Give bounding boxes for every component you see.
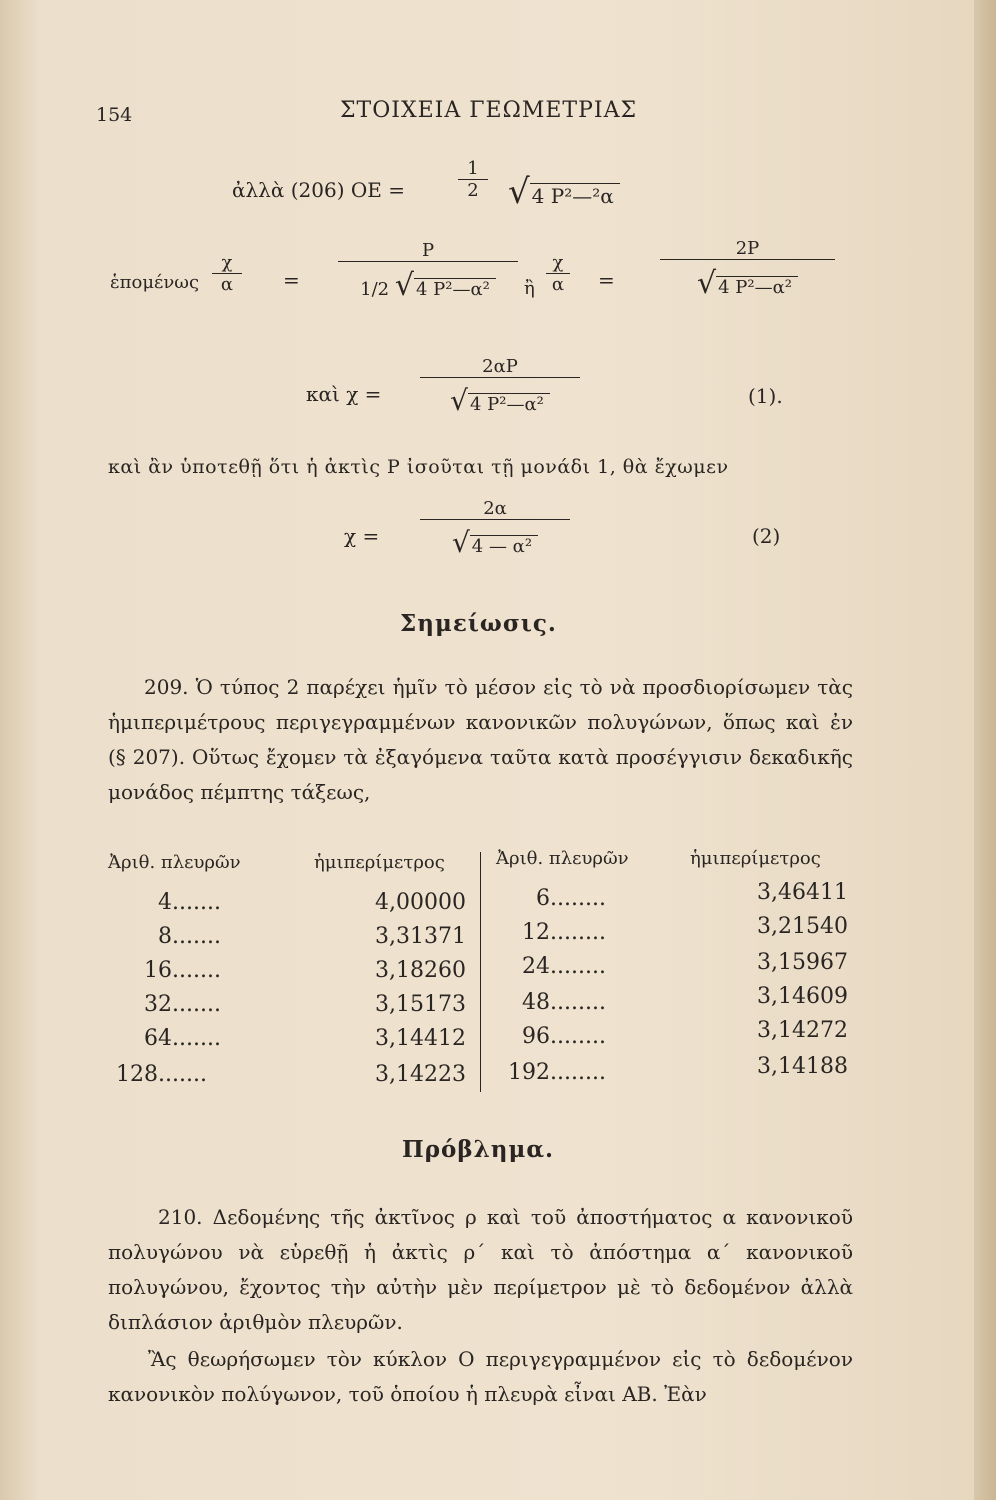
radical-sign: √ bbox=[451, 526, 470, 559]
right-value-cell: 3,14609 bbox=[757, 984, 848, 1009]
table-divider bbox=[480, 852, 481, 1092]
eq4-radicand: 4 — α² bbox=[470, 535, 538, 557]
right-value-cell: 3,46411 bbox=[757, 880, 848, 905]
eq4-label: (2) bbox=[752, 524, 781, 548]
eq3-radicand: 4 Ρ²—α² bbox=[468, 393, 550, 415]
paragraph-continue: Ἂς θεωρήσωμεν τὸν κύκλον Ο περιγεγραμμένον εἰς τὸ δεδομένον κανονικὸν πολύγωνον, τοῦ ὁποίου ἡ πλευρὰ εἶναι ΑΒ. Ἐὰν bbox=[108, 1347, 853, 1406]
right-sides-cell: 24........ bbox=[522, 954, 606, 979]
eq2-mid-frac: 1/2 bbox=[360, 279, 390, 300]
eq4-num: 2α bbox=[483, 498, 507, 519]
right-sides-cell: 6........ bbox=[536, 886, 606, 911]
eq3-num: 2αΡ bbox=[482, 356, 518, 377]
page-edge bbox=[974, 0, 996, 1500]
eq2-lead: ἑπομένως bbox=[110, 272, 200, 293]
right-sides-cell: 96........ bbox=[522, 1024, 606, 1049]
eq2-rhs-num: 2Ρ bbox=[735, 238, 760, 259]
eq2-mid-radicand: 4 Ρ²—α² bbox=[414, 278, 496, 300]
right-value-cell: 3,21540 bbox=[757, 914, 848, 939]
right-sides-cell: 48........ bbox=[522, 990, 606, 1015]
eq3-label: (1). bbox=[748, 384, 783, 408]
th-left-perimeter: ἡμιπερίμετρος bbox=[314, 852, 445, 873]
right-value-cell: 3,14188 bbox=[757, 1054, 848, 1079]
paragraph-210: 210. Δεδομένης τῆς ἀκτῖνος ρ καὶ τοῦ ἀποστήματος α κανονικοῦ πολυγώνου νὰ εὑρεθῇ ἡ ἀκτὶς ρ΄ καὶ τὸ ἀπόστημα α΄ κανονικοῦ πολυγώνου, ἔχοντος τὴν αὐτὴν μὲν περίμετρον μὲ τὸ δεδομένον ἀλλὰ διπλάσιον ἀριθμὸν πλευρῶν. bbox=[108, 1205, 853, 1334]
left-value-cell: 4,00000 bbox=[375, 890, 466, 915]
radical-sign: √ bbox=[508, 172, 530, 212]
eq1-lead: ἀλλὰ (206) ΟΕ = bbox=[232, 178, 405, 202]
eq1-denominator: 2 bbox=[458, 179, 488, 201]
eq1-radicand: 4 Ρ²—²α bbox=[530, 183, 620, 208]
eq1-numerator: 1 bbox=[467, 158, 479, 179]
paragraph-209: 209. Ὁ τύπος 2 παρέχει ἡμῖν τὸ μέσον εἰς τὸ νὰ προσδιορίσωμεν τὰς ἡμιπεριμέτρους περιγεγραμμένων κανονικῶν πολυγώνων, ὅπως καὶ ἐν (§ 207). Οὕτως ἔχομεν τὰ ἐξαγόμενα ταῦτα κατὰ προσέγγισιν δεκαδικῆς μονάδος πέμπτης τάξεως, bbox=[108, 675, 853, 804]
th-left-sides: Ἀριθ. πλευρῶν bbox=[108, 852, 241, 873]
eq2-alpha: α bbox=[546, 273, 570, 295]
left-sides-cell: 64....... bbox=[144, 1026, 221, 1051]
left-value-cell: 3,14223 bbox=[375, 1062, 466, 1087]
page-number: 154 bbox=[96, 104, 133, 126]
radical-sign: √ bbox=[697, 266, 717, 301]
right-value-cell: 3,14272 bbox=[757, 1018, 848, 1043]
eq4-lead: χ = bbox=[344, 524, 380, 548]
left-sides-cell: 4....... bbox=[158, 890, 221, 915]
radical-sign: √ bbox=[394, 268, 414, 303]
eq2-rhs-radicand: 4 Ρ²—α² bbox=[716, 276, 798, 298]
right-sides-cell: 12........ bbox=[522, 920, 606, 945]
eq2-or: ἢ bbox=[524, 278, 535, 299]
left-value-cell: 3,31371 bbox=[375, 924, 466, 949]
heading-remark: Σημείωσις. bbox=[400, 610, 557, 637]
radical-sign: √ bbox=[450, 384, 468, 417]
eq2-equals-2: = bbox=[598, 268, 615, 292]
eq2-lhs-num: χ bbox=[221, 252, 233, 273]
eq2-lhs-den: α bbox=[212, 273, 242, 295]
left-value-cell: 3,15173 bbox=[375, 992, 466, 1017]
left-value-cell: 3,18260 bbox=[375, 958, 466, 983]
left-sides-cell: 8....... bbox=[158, 924, 221, 949]
heading-problem: Πρόβλημα. bbox=[402, 1136, 555, 1163]
left-sides-cell: 32....... bbox=[144, 992, 221, 1017]
th-right-sides: Ἀριθ. πλευρῶν bbox=[496, 848, 629, 869]
left-value-cell: 3,14412 bbox=[375, 1026, 466, 1051]
right-value-cell: 3,15967 bbox=[757, 950, 848, 975]
left-sides-cell: 128....... bbox=[116, 1062, 207, 1087]
text-line-1: καὶ ἂν ὑποτεθῇ ὅτι ἡ ἀκτὶς Ρ ἰσοῦται τῇ μονάδι 1, θὰ ἔχωμεν bbox=[108, 456, 729, 478]
eq2-mid-num: Ρ bbox=[421, 240, 435, 261]
running-title: ΣΤΟΙΧΕΙΑ ΓΕΩΜΕΤΡΙΑΣ bbox=[340, 98, 638, 123]
left-sides-cell: 16....... bbox=[144, 958, 221, 983]
eq2-chi: χ bbox=[552, 252, 564, 273]
eq2-equals-1: = bbox=[283, 268, 300, 292]
th-right-perimeter: ἡμιπερίμετρος bbox=[690, 848, 821, 869]
eq3-lead: καὶ χ = bbox=[306, 382, 382, 406]
right-sides-cell: 192........ bbox=[508, 1060, 606, 1085]
